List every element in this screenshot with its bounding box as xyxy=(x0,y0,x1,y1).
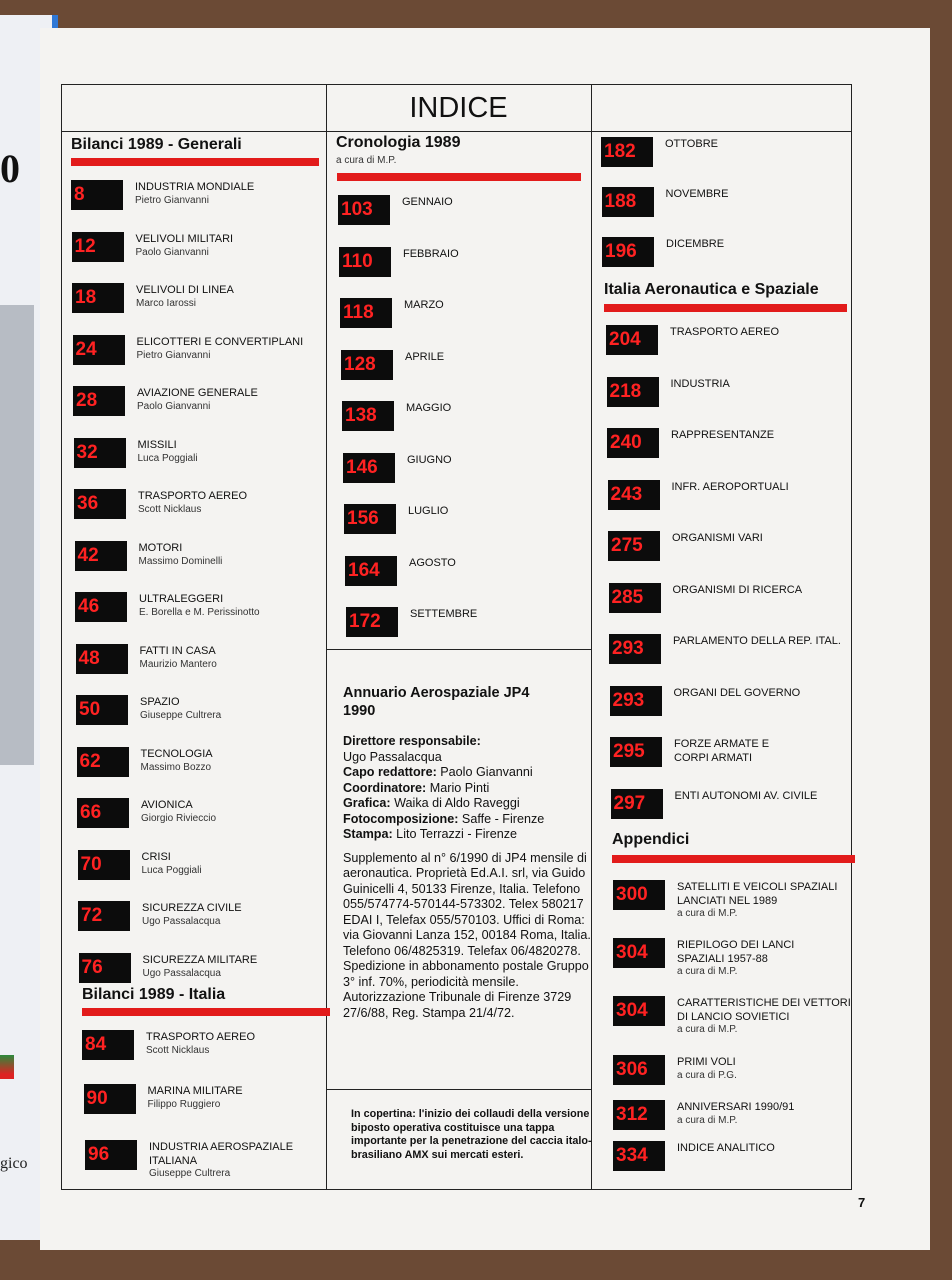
page-number-badge: 70 xyxy=(78,850,130,880)
page-number-badge: 138 xyxy=(342,401,394,431)
editor-name: Paolo Gianvanni xyxy=(436,765,533,779)
entry-author: Massimo Bozzo xyxy=(140,761,212,773)
entry-title: INDUSTRIA xyxy=(670,377,730,390)
page-number-badge: 36 xyxy=(74,489,126,519)
section-red-bar xyxy=(612,855,855,863)
photo-label: Fotocomposizione: xyxy=(343,811,459,826)
header-divider-right xyxy=(591,85,592,131)
entry-title: GIUGNO xyxy=(407,453,452,466)
index-entry[interactable] xyxy=(77,747,327,779)
entry-author: Paolo Gianvanni xyxy=(137,401,211,412)
index-entry[interactable] xyxy=(609,634,859,666)
graphics-name: Waika di Aldo Raveggi xyxy=(390,796,520,810)
page-number-badge: 42 xyxy=(75,541,127,571)
entry-title-line2: CORPI ARMATI xyxy=(674,752,753,764)
page-number-badge: 46 xyxy=(75,592,127,622)
entry-title: INDUSTRIA AEROSPAZIALE xyxy=(149,1141,294,1153)
entry-title: VELIVOLI MILITARI xyxy=(135,232,234,245)
index-entry[interactable] xyxy=(610,737,860,769)
entry-title-line2: LANCIATI NEL 1989 xyxy=(677,895,778,907)
entry-author: Paolo Gianvanni xyxy=(135,246,209,258)
index-entry[interactable] xyxy=(602,237,852,269)
entry-title: DICEMBRE xyxy=(666,238,725,250)
entry-title: AVIAZIONE GENERALE xyxy=(137,387,258,399)
entry-title: CARATTERISTICHE DEI VETTORI xyxy=(677,997,851,1009)
entry-title: ORGANI DEL GOVERNO xyxy=(673,686,801,699)
entry-title: PARLAMENTO DELLA REP. ITAL. xyxy=(673,635,841,647)
page-number-badge: 146 xyxy=(343,453,395,483)
entry-author: Scott Nicklaus xyxy=(138,504,202,515)
page-number-badge: 304 xyxy=(613,996,665,1026)
left-page-fragment-text: gico xyxy=(0,1155,28,1172)
entry-title: RAPPRESENTANZE xyxy=(671,429,775,441)
index-entry[interactable] xyxy=(340,298,590,330)
cover-note-rule xyxy=(327,1089,591,1090)
index-entry[interactable] xyxy=(602,187,852,219)
entry-title: MISSILI xyxy=(137,438,177,451)
index-entry[interactable] xyxy=(78,901,328,933)
entry-title: CRISI xyxy=(141,850,171,863)
entry-author: a cura di M.P. xyxy=(677,1115,738,1126)
page-number-badge: 24 xyxy=(73,335,125,365)
page-number-badge: 110 xyxy=(339,247,391,277)
page-number-badge: 196 xyxy=(602,237,654,267)
entry-title: TECNOLOGIA xyxy=(140,747,213,760)
index-entry[interactable] xyxy=(342,401,592,433)
entry-author: Luca Poggiali xyxy=(137,452,198,464)
entry-title: MARINA MILITARE xyxy=(147,1085,243,1097)
index-entry[interactable] xyxy=(346,607,596,639)
entry-title: MARZO xyxy=(404,299,444,311)
page-number-badge: 240 xyxy=(607,428,659,458)
entry-author: Scott Nicklaus xyxy=(146,1045,210,1056)
entry-title: FORZE ARMATE E xyxy=(674,738,770,750)
index-entry[interactable] xyxy=(341,350,591,382)
entry-title: AGOSTO xyxy=(409,556,456,569)
page-number-badge: 300 xyxy=(613,880,665,910)
entry-title: SATELLITI E VEICOLI SPAZIALI xyxy=(677,881,838,893)
index-entry[interactable] xyxy=(613,880,863,919)
header-rule xyxy=(62,131,851,132)
entry-author: Pietro Gianvanni xyxy=(136,349,211,361)
index-entry[interactable] xyxy=(613,1100,863,1132)
index-entry[interactable] xyxy=(82,1030,332,1062)
entry-title: PRIMI VOLI xyxy=(677,1056,736,1068)
entry-title: TRASPORTO AEREO xyxy=(138,490,248,502)
entry-author: a cura di M.P. xyxy=(677,966,738,977)
entry-title: SICUREZZA MILITARE xyxy=(142,953,258,966)
entry-title: INDUSTRIA MONDIALE xyxy=(135,181,255,193)
print-name: Lito Terrazzi - Firenze xyxy=(392,827,518,841)
index-entry[interactable] xyxy=(613,996,863,1035)
entry-author: E. Borella e M. Perissinotto xyxy=(139,607,260,618)
section-heading: Appendici xyxy=(612,831,690,848)
page-number-badge: 32 xyxy=(74,438,126,468)
entry-title-line2: DI LANCIO SOVIETICI xyxy=(677,1011,790,1023)
index-entry[interactable] xyxy=(76,695,326,727)
entry-title: ULTRALEGGERI xyxy=(139,593,224,605)
entry-title: FEBBRAIO xyxy=(403,247,459,260)
index-entry[interactable] xyxy=(601,137,851,169)
index-entry[interactable] xyxy=(75,541,325,573)
index-entry[interactable] xyxy=(75,592,325,624)
masthead-title xyxy=(343,684,593,720)
entry-title: INFR. AEROPORTUALI xyxy=(671,480,789,493)
entry-title: NOVEMBRE xyxy=(665,188,729,200)
entry-title: RIEPILOGO DEI LANCI xyxy=(677,939,795,951)
index-entry[interactable] xyxy=(344,504,594,536)
page-number-badge: 204 xyxy=(606,325,658,355)
page-number-badge: 293 xyxy=(609,634,661,664)
page-number-badge: 76 xyxy=(79,953,131,983)
page-number-badge: 172 xyxy=(346,607,398,637)
entry-author: Ugo Passalacqua xyxy=(142,916,221,927)
page-number-badge: 128 xyxy=(341,350,393,380)
index-entry[interactable] xyxy=(78,850,328,882)
entry-author: Maurizio Mantero xyxy=(139,658,217,670)
entry-author: Filippo Ruggiero xyxy=(147,1099,221,1110)
index-entry[interactable] xyxy=(345,556,595,588)
page-number-badge: 164 xyxy=(345,556,397,586)
entry-author: a cura di M.P. xyxy=(677,1024,738,1035)
coordinator-label: Coordinatore: xyxy=(343,780,427,795)
entry-author: a cura di P.G. xyxy=(677,1070,737,1081)
index-entry[interactable] xyxy=(609,583,859,615)
entry-title: ENTI AUTONOMI AV. CIVILE xyxy=(674,789,818,802)
index-entry[interactable] xyxy=(607,377,857,409)
entry-title: MOTORI xyxy=(138,541,183,554)
entry-title: AVIONICA xyxy=(141,799,193,811)
index-entry[interactable] xyxy=(343,453,593,485)
masthead xyxy=(343,684,593,1021)
entry-title-line2: ITALIANA xyxy=(149,1155,198,1167)
page-number-badge: 50 xyxy=(76,695,128,725)
index-entry[interactable] xyxy=(611,789,861,821)
director-label: Direttore responsabile: xyxy=(343,734,481,748)
page-number-badge: 295 xyxy=(610,737,662,767)
page-number-badge: 72 xyxy=(78,901,130,931)
left-page-fragment-char: 0 xyxy=(0,146,20,191)
entry-title: TRASPORTO AEREO xyxy=(670,326,780,338)
section-red-bar xyxy=(604,304,847,312)
index-page xyxy=(40,28,930,1250)
page-number-badge: 306 xyxy=(613,1055,665,1085)
page-number-badge: 182 xyxy=(601,137,653,167)
left-page-gray-block xyxy=(0,305,34,765)
page-number-badge: 156 xyxy=(344,504,396,534)
page-number-badge: 48 xyxy=(76,644,128,674)
entry-title: MAGGIO xyxy=(406,402,452,414)
masthead-body: Supplemento al n° 6/1990 di JP4 mensile di aeronautica. Proprietà Ed.A.I. srl, via Guido Guinicelli 4, 50133 Firenze, Italia. Telefono 055/574774-570144-573302. Telex 580217 EDAI I, Telefax 055/570103. Uffici di Roma: via Giovanni Lanza 152, 00184 Roma, Italia. Telefono 06/4825319. Telefax 06/4820278. Spedizione in abbonamento postale Gruppo 3° inf. 70%, periodicità mensile. Autorizzazione Tribunale di Firenze 3729 27/6/88, Reg. Stampa 21/4/72. xyxy=(343,850,591,1020)
page-number-badge: 218 xyxy=(607,377,659,407)
index-entry[interactable] xyxy=(338,195,588,227)
index-title: INDICE xyxy=(409,91,508,124)
column-divider-2 xyxy=(591,131,592,1189)
entry-title: LUGLIO xyxy=(408,505,449,517)
index-entry[interactable] xyxy=(71,180,321,212)
index-entry[interactable] xyxy=(608,531,858,563)
entry-author: Giuseppe Cultrera xyxy=(149,1168,231,1179)
entry-title: APRILE xyxy=(405,350,445,363)
page-number-badge: 84 xyxy=(82,1030,134,1060)
masthead-title-line1: Annuario Aerospaziale JP4 xyxy=(343,685,530,701)
section-heading: Bilanci 1989 - Generali xyxy=(71,136,242,153)
page-number-badge: 12 xyxy=(72,232,124,262)
section-heading: Bilanci 1989 - Italia xyxy=(82,986,226,1003)
page-number-badge: 188 xyxy=(602,187,654,217)
director-name: Ugo Passalacqua xyxy=(343,749,442,764)
index-entry[interactable] xyxy=(79,953,329,985)
entry-title: ORGANISMI DI RICERCA xyxy=(672,583,803,596)
page-number-badge: 285 xyxy=(609,583,661,613)
entry-title: VELIVOLI DI LINEA xyxy=(136,284,234,296)
page-number-badge: 304 xyxy=(613,938,665,968)
page-number: 7 xyxy=(858,1195,866,1210)
page-number-badge: 8 xyxy=(71,180,123,210)
entry-author: Marco Iarossi xyxy=(136,298,197,309)
entry-author: Giorgio Rivieccio xyxy=(141,813,217,824)
entry-title: OTTOBRE xyxy=(665,138,718,150)
page-number-badge: 293 xyxy=(610,686,662,716)
graphics-label: Grafica: xyxy=(343,796,391,810)
entry-title: INDICE ANALITICO xyxy=(677,1142,775,1154)
index-entry[interactable] xyxy=(77,798,327,830)
page-number-badge: 103 xyxy=(338,195,390,225)
entry-title: ELICOTTERI E CONVERTIPLANI xyxy=(136,335,304,348)
index-entry[interactable] xyxy=(613,1141,863,1173)
entry-author: Ugo Passalacqua xyxy=(142,967,221,979)
entry-title-line2: SPAZIALI 1957-88 xyxy=(677,953,768,965)
left-page-flag-graphic xyxy=(0,1055,14,1079)
index-entry[interactable] xyxy=(73,335,323,367)
index-entry[interactable] xyxy=(73,386,323,418)
page-number-badge: 28 xyxy=(73,386,125,416)
entry-title: SPAZIO xyxy=(140,696,180,708)
entry-title: FATTI IN CASA xyxy=(139,644,216,657)
index-entry[interactable] xyxy=(607,428,857,460)
index-entry[interactable] xyxy=(606,325,856,357)
page-number-badge: 18 xyxy=(72,283,124,313)
entry-title: SICUREZZA CIVILE xyxy=(142,902,242,914)
masthead-rule xyxy=(327,649,591,650)
section-heading: Cronologia 1989 xyxy=(336,134,461,151)
section-red-bar xyxy=(337,173,581,181)
entry-author: Giuseppe Cultrera xyxy=(140,710,222,721)
cover-note: In copertina: l'inizio dei collaudi della versione biposto operativa costituisce una tappa importante per la penetrazione del caccia italo-brasiliano AMX sui mercati esteri. xyxy=(351,1108,592,1161)
index-entry[interactable] xyxy=(72,283,322,315)
page-number-badge: 96 xyxy=(85,1140,137,1170)
entry-author: Pietro Gianvanni xyxy=(135,195,209,206)
masthead-title-line2: 1990 xyxy=(343,703,376,719)
entry-title: ANNIVERSARI 1990/91 xyxy=(677,1101,795,1113)
page-number-badge: 334 xyxy=(613,1141,665,1171)
index-entry[interactable] xyxy=(339,247,589,279)
page-number-badge: 66 xyxy=(77,798,129,828)
page-number-badge: 62 xyxy=(77,747,129,777)
page-number-badge: 243 xyxy=(608,480,660,510)
entry-author: a cura di M.P. xyxy=(677,908,738,919)
entry-author: Massimo Dominelli xyxy=(138,555,223,567)
entry-author: Luca Poggiali xyxy=(141,864,202,876)
index-entry[interactable] xyxy=(74,438,324,470)
index-entry[interactable] xyxy=(74,489,324,521)
page-number-badge: 275 xyxy=(608,531,660,561)
section-subtitle: a cura di M.P. xyxy=(336,155,397,166)
index-entry[interactable] xyxy=(85,1140,335,1179)
index-entry[interactable] xyxy=(72,232,322,264)
page-number-badge: 312 xyxy=(613,1100,665,1130)
entry-title: SETTEMBRE xyxy=(410,608,478,620)
section-red-bar xyxy=(82,1008,330,1016)
index-entry[interactable] xyxy=(613,938,863,977)
entry-title: TRASPORTO AEREO xyxy=(146,1031,256,1043)
index-entry[interactable] xyxy=(613,1055,863,1087)
entry-title: GENNAIO xyxy=(402,196,453,208)
section-heading: Italia Aeronautica e Spaziale xyxy=(604,281,819,298)
section-red-bar xyxy=(71,158,319,166)
coordinator-name: Mario Pinti xyxy=(426,780,490,795)
entry-title: ORGANISMI VARI xyxy=(672,532,763,544)
index-entry[interactable] xyxy=(84,1084,334,1116)
index-entry[interactable] xyxy=(610,686,860,718)
index-entry[interactable] xyxy=(608,480,858,512)
index-entry[interactable] xyxy=(76,644,326,676)
photo-name: Saffe - Firenze xyxy=(458,811,545,826)
editor-label: Capo redattore: xyxy=(343,765,437,779)
page-number-badge: 297 xyxy=(611,789,663,819)
page-number-badge: 118 xyxy=(340,298,392,328)
print-label: Stampa: xyxy=(343,827,393,841)
page-number-badge: 90 xyxy=(84,1084,136,1114)
